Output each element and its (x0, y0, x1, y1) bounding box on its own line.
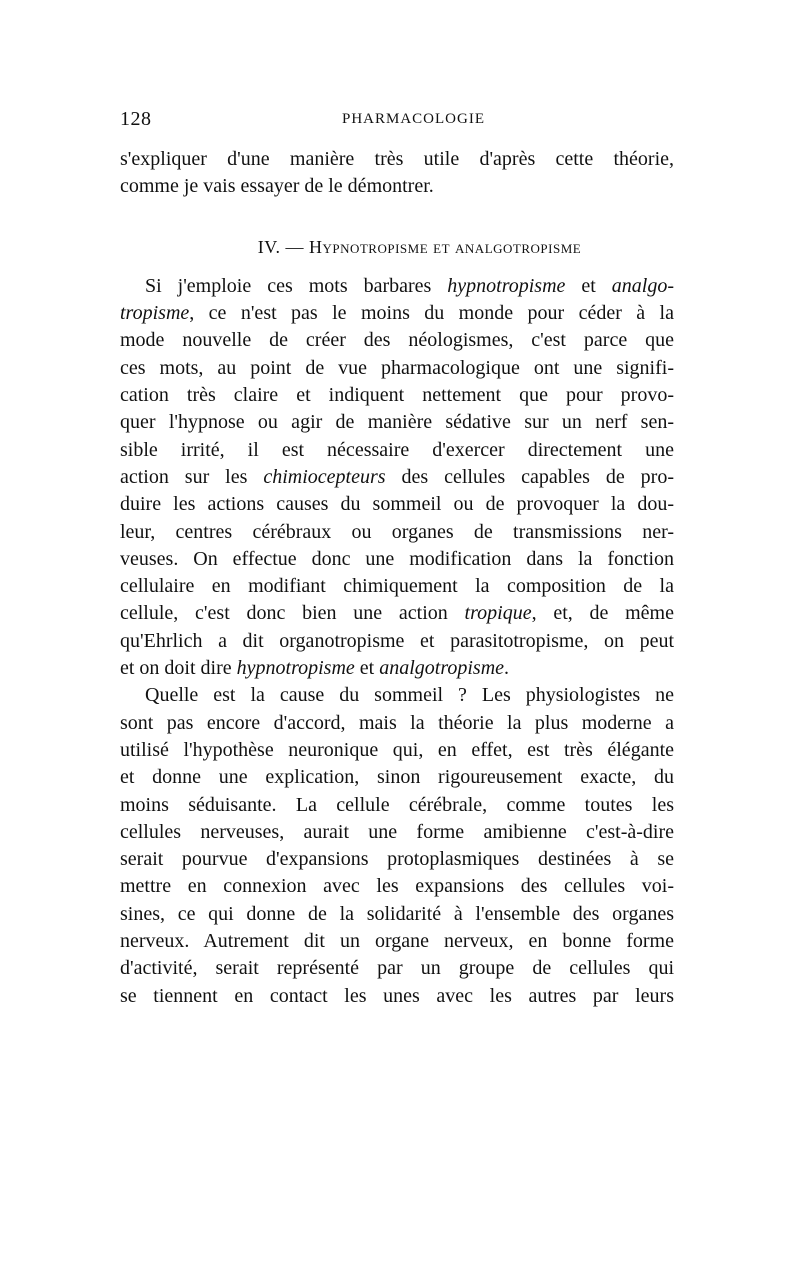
text-line: moins séduisante. La cellule cérébrale, comme toutes les (120, 793, 674, 816)
text-line: et donne une explication, sinon rigoureusement exacte, du (120, 766, 674, 789)
section-number: IV. (257, 236, 281, 257)
text-line: comme je vais essayer de le démontrer. (120, 175, 434, 198)
text-line: cellulaire en modifiant chimiquement la composition de la (120, 575, 674, 598)
text-line: nerveux. Autrement dit un organe nerveux, en bonne forme (120, 930, 674, 953)
text-line: ces mots, au point de vue pharmacologique ont une signifi- (120, 356, 674, 379)
body-text (120, 146, 674, 1010)
text-line: mettre en connexion avec les expansions des cellules voi- (120, 875, 674, 898)
page-number: 128 (120, 108, 152, 130)
text-line: cation très claire et indiquent nettement que pour provo- (120, 384, 674, 407)
text-line: utilisé l'hypothèse neuronique qui, en effet, est très élégante (120, 738, 674, 761)
text-line: d'activité, serait représenté par un groupe de cellules qui (120, 957, 674, 980)
text-line: s'expliquer d'une manière très utile d'après cette théorie, (120, 148, 674, 170)
text-line: cellules nerveuses, aurait une forme amibienne c'est-à-dire (120, 820, 674, 843)
paragraph-2 (120, 682, 674, 1010)
text-line: sible irrité, il est nécessaire d'exercer directement une (120, 438, 674, 461)
paragraph-1 (120, 273, 674, 682)
running-head: PHARMACOLOGIE (342, 111, 486, 127)
text-line: duire les actions causes du sommeil ou de provoquer la dou- (120, 493, 674, 516)
text-line: se tiennent en contact les unes avec les autres par leurs (120, 984, 674, 1007)
section-title: Hypnotropisme et analgotropisme (308, 236, 582, 257)
text-line: sines, ce qui donne de la solidarité à l'ensemble des organes (120, 902, 674, 925)
section-dash: — (285, 236, 304, 257)
text-line: Si j'emploie ces mots barbares hypnotropisme et analgo- (145, 274, 674, 297)
text-line: mode nouvelle de créer des néologismes, c'est parce que (120, 329, 674, 352)
text-line: qu'Ehrlich a dit organotropisme et parasitotropisme, on peut (120, 629, 674, 652)
text-line: et on doit dire hypnotropisme et analgotropisme. (120, 657, 510, 680)
text-line: serait pourvue d'expansions protoplasmiques destinées à se (120, 848, 674, 871)
text-line: tropisme, ce n'est pas le moins du monde pour céder à la (120, 302, 674, 325)
text-line: action sur les chimiocepteurs des cellules capables de pro- (120, 465, 674, 488)
text-line: leur, centres cérébraux ou organes de transmissions ner- (120, 520, 674, 543)
text-line: Quelle est la cause du sommeil ? Les physiologistes ne (145, 684, 674, 707)
page-header (120, 108, 668, 136)
section-heading (165, 234, 674, 261)
intro-paragraph (120, 146, 674, 201)
text-line: sont pas encore d'accord, mais la théorie la plus moderne a (120, 711, 674, 734)
text-line: quer l'hypnose ou agir de manière sédative sur un nerf sen- (120, 411, 674, 434)
text-line: veuses. On effectue donc une modification dans la fonction (120, 547, 674, 570)
text-line: cellule, c'est donc bien une action tropique, et, de même (120, 602, 674, 625)
